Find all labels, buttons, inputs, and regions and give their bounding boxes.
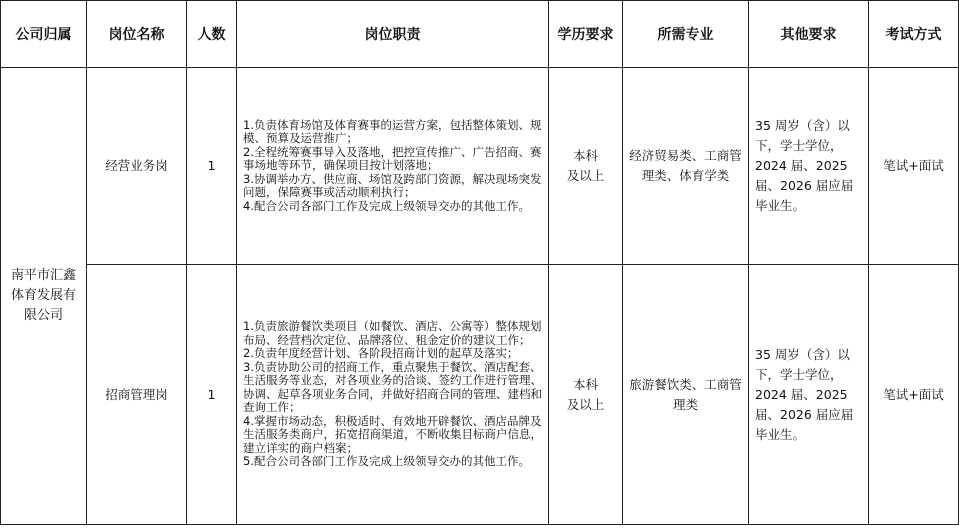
header-education: 学历要求	[549, 1, 623, 68]
header-position: 岗位名称	[87, 1, 187, 68]
duties-cell: 1.负责体育场馆及体育赛事的运营方案，包括整体策划、规模、预算及运营推广； 2.全程统筹赛事导入及落地，把控宣传推广、广告招商、赛事场地等环节，确保项目按计划落地； 3.协调举办方、供应商、场馆及跨部门资源，解决现场突发问题，保障赛事或活动顺利执行； 4.配合公司各部门工作及完成上级领导交办的其他工作。	[237, 68, 549, 265]
exam-cell: 笔试+面试	[869, 265, 959, 525]
position-cell: 招商管理岗	[87, 265, 187, 525]
header-company: 公司归属	[1, 1, 87, 68]
major-cell: 旅游餐饮类、工商管理类	[623, 265, 749, 525]
other-requirements-cell: 35 周岁（含）以下，学士学位，2024 届、2025 届、2026 届应届毕业生。	[749, 265, 869, 525]
education-cell: 本科 及以上	[549, 265, 623, 525]
table-row	[1, 265, 959, 525]
header-other: 其他要求	[749, 1, 869, 68]
header-exam: 考试方式	[869, 1, 959, 68]
position-cell: 经营业务岗	[87, 68, 187, 265]
major-cell: 经济贸易类、工商管理类、体育学类	[623, 68, 749, 265]
table-row	[1, 68, 959, 265]
count-cell: 1	[187, 68, 237, 265]
education-cell: 本科 及以上	[549, 68, 623, 265]
header-count: 人数	[187, 1, 237, 68]
duties-cell: 1.负责旅游餐饮类项目（如餐饮、酒店、公寓等）整体规划布局、经营档次定位、品牌落位、租金定价的建议工作； 2.负责年度经营计划、各阶段招商计划的起草及落实； 3.负责协助公司的招商工作，重点聚焦于餐饮、酒店配套、生活服务等业态，对各项业务的洽谈、签约工作进行管理、协调、起草各项业务合同，并做好招商合同的管理、建档和查询工作； 4.掌握市场动态，积极适时、有效地开辟餐饮、酒店品牌及生活服务类商户，拓宽招商渠道，不断收集目标商户信息，建立详实的商户档案； 5.配合公司各部门工作及完成上级领导交办的其他工作。	[237, 265, 549, 525]
count-cell: 1	[187, 265, 237, 525]
header-row	[1, 1, 959, 68]
company-cell: 南平市汇鑫体育发展有限公司	[1, 68, 87, 525]
other-requirements-cell: 35 周岁（含）以下，学士学位，2024 届、2025 届、2026 届应届毕业生。	[749, 68, 869, 265]
exam-cell: 笔试+面试	[869, 68, 959, 265]
header-duties: 岗位职责	[237, 1, 549, 68]
header-major: 所需专业	[623, 1, 749, 68]
